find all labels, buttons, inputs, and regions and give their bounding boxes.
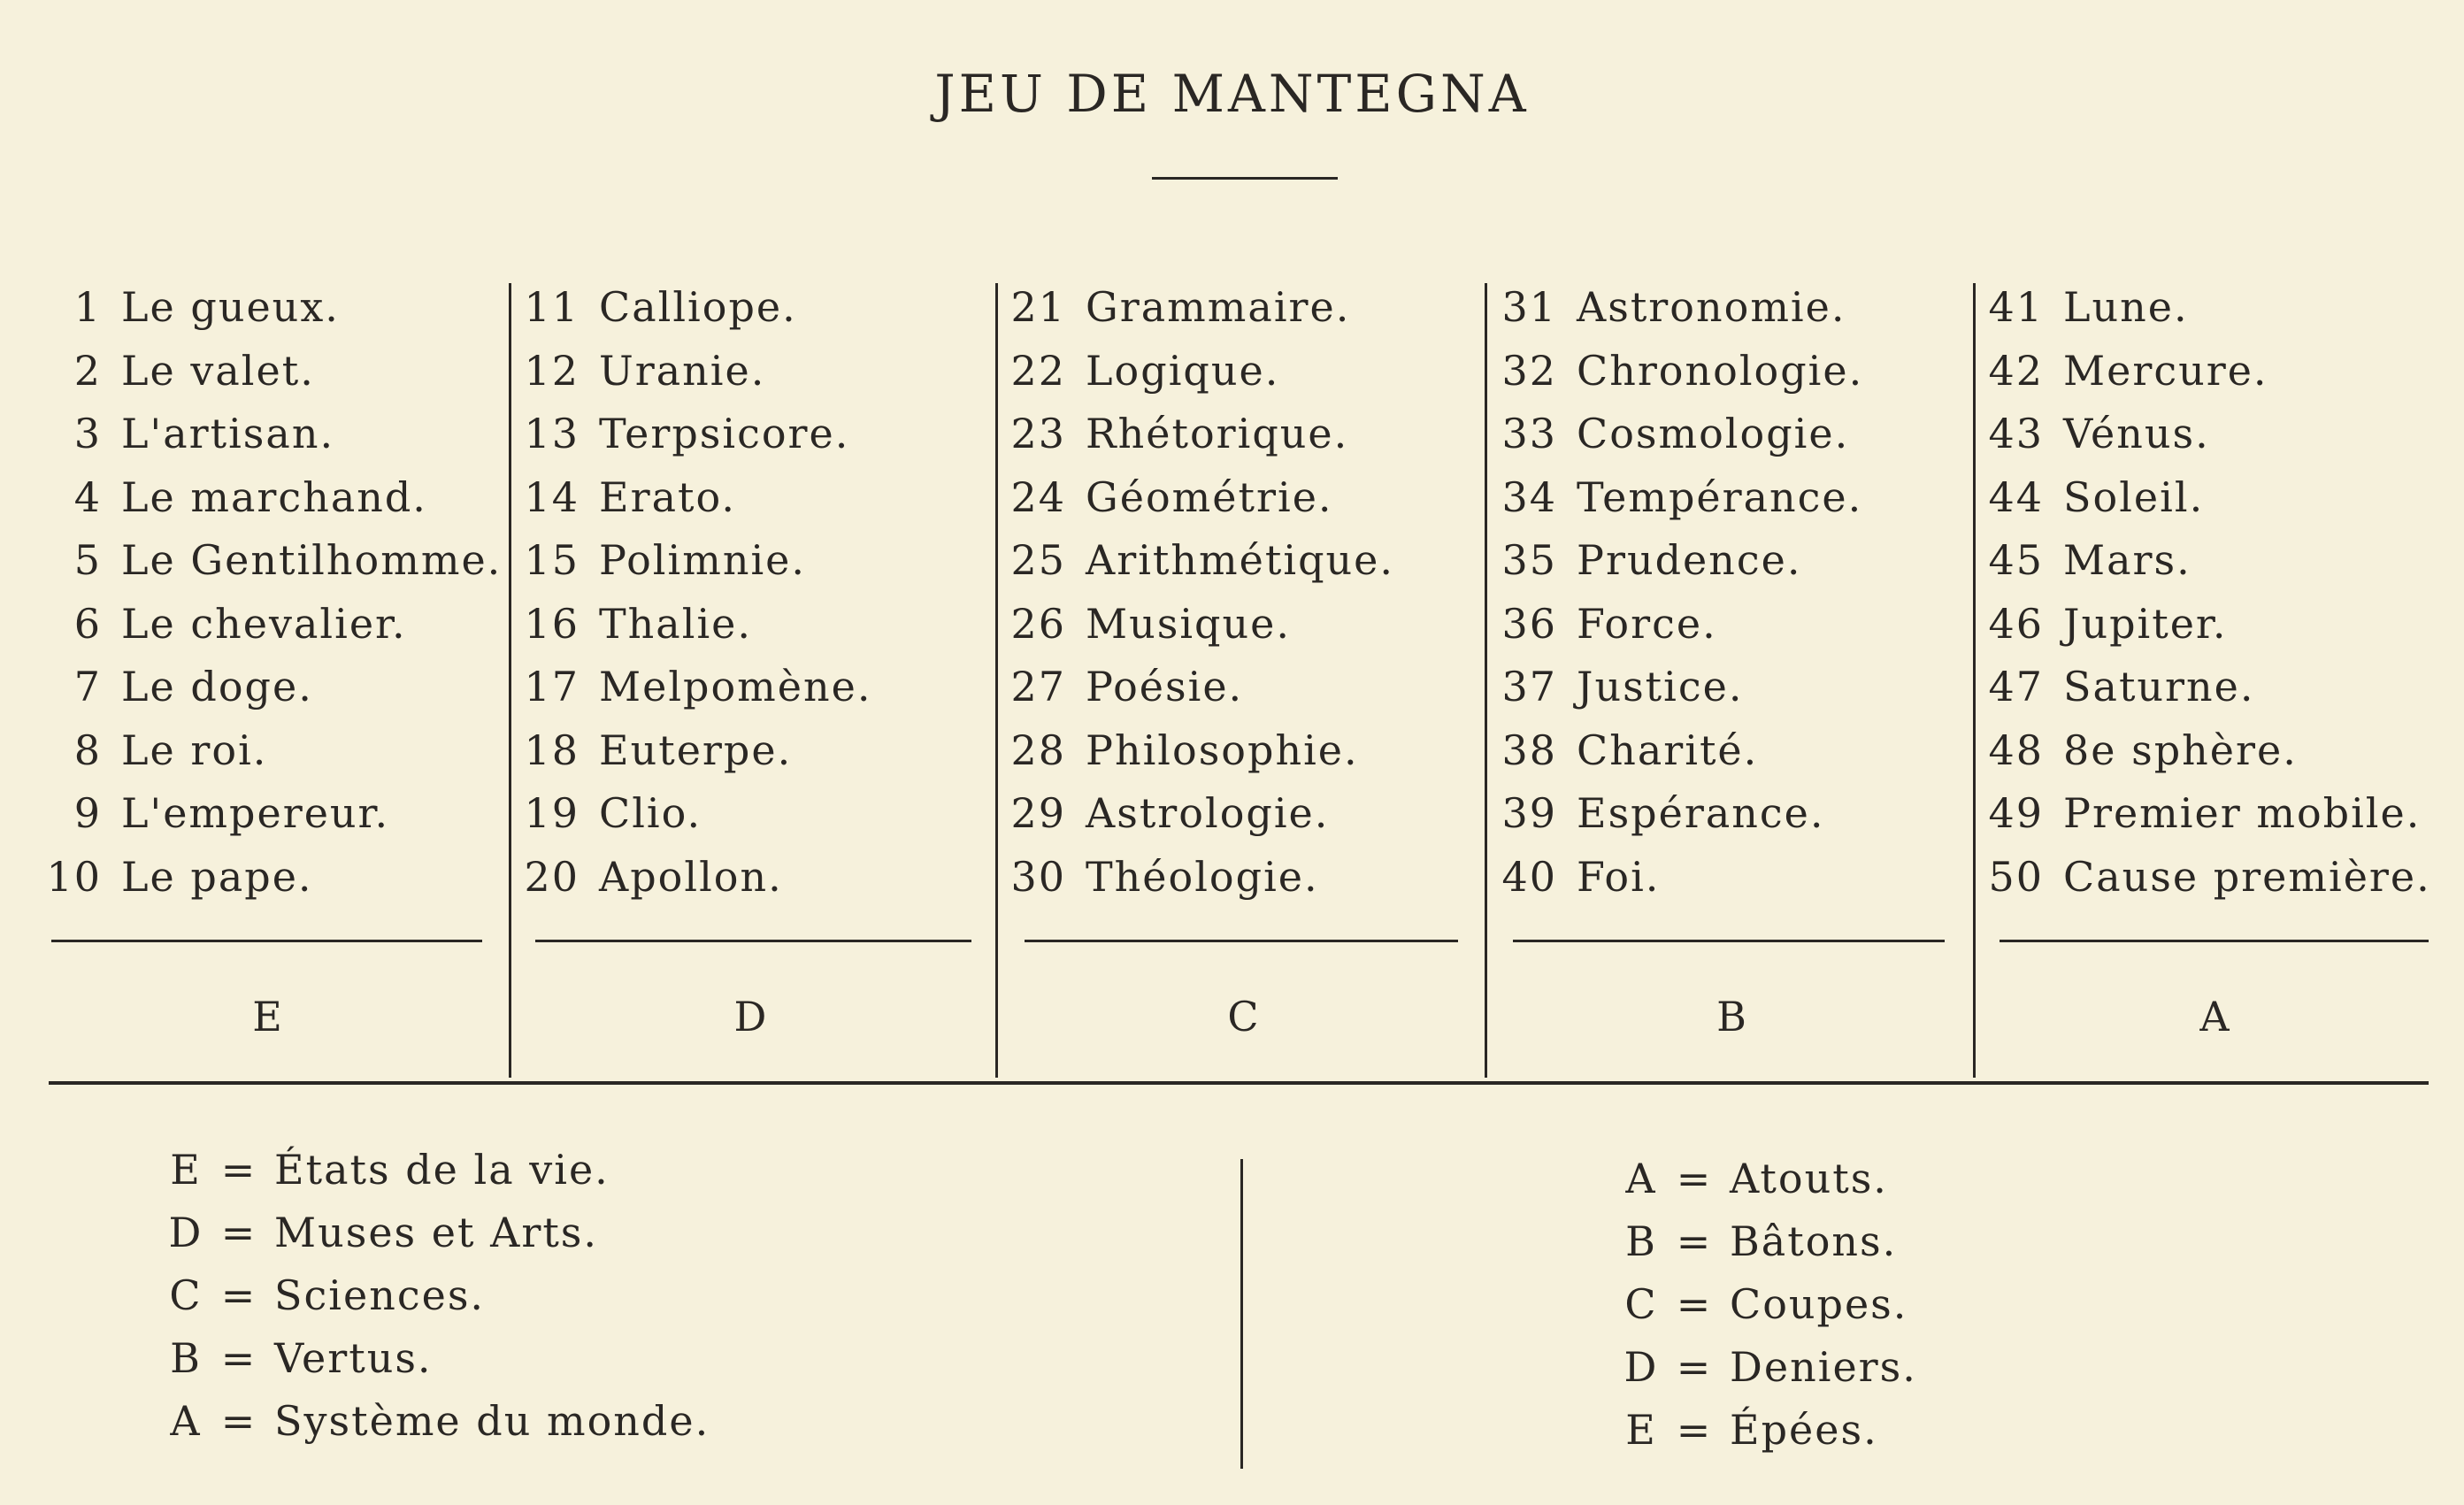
entry-label: Chronologie.	[1577, 346, 1864, 395]
list-item	[1977, 536, 2192, 598]
entry-label: Le roi.	[121, 726, 268, 774]
legend-value: Coupes.	[1730, 1280, 1908, 1328]
legend-equals: =	[1676, 1406, 1713, 1454]
entry-label: Erato.	[599, 472, 736, 521]
legend-key: C	[169, 1271, 203, 1319]
entry-number: 29	[1010, 789, 1066, 837]
legend-equals: =	[1676, 1155, 1713, 1202]
legend-key: D	[1623, 1343, 1659, 1391]
entry-number: 20	[524, 852, 580, 901]
entry-number: 30	[1010, 852, 1066, 901]
entry-label: Philosophie.	[1086, 726, 1359, 774]
list-item	[513, 410, 849, 472]
list-item	[35, 283, 340, 345]
list-item	[1977, 410, 2210, 472]
legend-divider	[1240, 1159, 1243, 1469]
legend-row	[1623, 1217, 1897, 1279]
legend-equals: =	[220, 1209, 257, 1256]
column-rule	[51, 940, 482, 942]
column-letter: E	[252, 993, 282, 1040]
list-item	[35, 410, 334, 472]
entry-number: 43	[1988, 410, 2044, 457]
column-rule	[535, 940, 971, 942]
list-item	[1977, 347, 2268, 409]
entry-label: Soleil.	[2063, 472, 2205, 521]
column-letter: A	[2199, 993, 2230, 1040]
legend-equals: =	[220, 1397, 257, 1445]
entry-number: 13	[524, 410, 580, 457]
legend-row	[1623, 1406, 1878, 1468]
legend-key: E	[170, 1146, 202, 1194]
list-item	[513, 347, 765, 409]
legend-equals: =	[1676, 1343, 1713, 1391]
list-item	[1977, 663, 2255, 725]
entry-label: Astronomie.	[1577, 283, 1846, 331]
column-letter: C	[1227, 993, 1259, 1040]
entry-label: Premier mobile.	[2063, 789, 2422, 837]
list-item	[513, 536, 806, 598]
legend-equals: =	[220, 1271, 257, 1319]
legend-row	[168, 1334, 433, 1396]
entry-number: 50	[1988, 852, 2044, 901]
column-letter: D	[733, 993, 767, 1040]
list-item	[513, 283, 797, 345]
entry-number: 21	[1010, 283, 1066, 331]
legend-row	[168, 1271, 485, 1333]
entry-number: 1	[73, 283, 102, 331]
entry-label: L'empereur.	[121, 789, 390, 837]
legend-value: Muses et Arts.	[274, 1209, 599, 1256]
entry-number: 19	[524, 789, 580, 837]
legend-row	[1623, 1155, 1888, 1217]
entry-label: Foi.	[1577, 852, 1661, 901]
entry-label: 8e sphère.	[2063, 726, 2298, 774]
entry-label: Saturne.	[2063, 663, 2255, 710]
entry-number: 42	[1988, 346, 2044, 395]
list-item	[1000, 789, 1329, 851]
entry-number: 34	[1501, 472, 1557, 521]
entry-number: 36	[1501, 599, 1557, 648]
card-columns	[0, 283, 2464, 1079]
entry-number: 48	[1988, 726, 2044, 774]
entry-label: Cosmologie.	[1577, 410, 1850, 457]
legend-key: A	[170, 1397, 202, 1445]
entry-number: 26	[1010, 599, 1066, 648]
entry-label: Le valet.	[121, 346, 315, 395]
list-item	[1977, 853, 2431, 915]
entry-label: Le gueux.	[121, 283, 340, 331]
legend-value: Atouts.	[1730, 1155, 1888, 1202]
entry-number: 6	[73, 599, 102, 648]
list-item	[1000, 473, 1333, 535]
entry-label: Le doge.	[121, 663, 313, 710]
list-item	[1491, 600, 1717, 662]
column-divider	[995, 283, 998, 1078]
entry-number: 33	[1501, 410, 1557, 457]
entry-number: 2	[73, 346, 102, 395]
list-item	[1000, 347, 1279, 409]
entry-label: Apollon.	[599, 852, 783, 901]
entry-number: 3	[73, 410, 102, 457]
legend-left	[168, 1146, 1186, 1482]
list-item	[1491, 283, 1846, 345]
list-item	[1977, 283, 2189, 345]
entry-number: 7	[73, 663, 102, 710]
list-item	[35, 663, 313, 725]
legend-key: C	[1624, 1280, 1658, 1328]
entry-label: Théologie.	[1086, 852, 1319, 901]
list-item	[513, 600, 752, 662]
entry-label: Le Gentilhomme.	[121, 536, 503, 584]
legend-value: Épées.	[1730, 1406, 1878, 1454]
entry-number: 15	[524, 536, 580, 584]
list-item	[513, 663, 872, 725]
entry-label: Le marchand.	[121, 472, 427, 521]
legend-value: Sciences.	[274, 1271, 486, 1319]
list-item	[1491, 789, 1825, 851]
entry-label: Jupiter.	[2063, 599, 2228, 648]
entry-number: 46	[1988, 599, 2044, 648]
entry-number: 45	[1988, 536, 2044, 584]
list-item	[1000, 663, 1243, 725]
list-item	[35, 789, 389, 851]
list-item	[513, 726, 792, 788]
column-rule	[1513, 940, 1945, 942]
list-item	[1491, 853, 1660, 915]
column-divider	[1485, 283, 1487, 1078]
entry-number: 39	[1501, 789, 1557, 837]
list-item	[35, 853, 313, 915]
list-item	[1000, 410, 1348, 472]
legend-key: E	[1625, 1406, 1657, 1454]
entry-label: Astrologie.	[1086, 789, 1330, 837]
legend-row	[168, 1397, 710, 1459]
entry-label: Rhétorique.	[1086, 410, 1349, 457]
legend-value: Deniers.	[1730, 1343, 1917, 1391]
entry-number: 22	[1010, 346, 1066, 395]
entry-label: Force.	[1577, 599, 1717, 648]
entry-label: Uranie.	[599, 346, 766, 395]
legend-row	[168, 1209, 598, 1271]
entry-number: 16	[524, 599, 580, 648]
entry-label: Charité.	[1577, 726, 1759, 774]
entry-number: 27	[1010, 663, 1066, 710]
entry-number: 11	[524, 283, 580, 331]
list-item	[1977, 726, 2298, 788]
list-item	[1977, 789, 2421, 851]
entry-label: Euterpe.	[599, 726, 793, 774]
column-rule	[1025, 940, 1458, 942]
legend-value: Vertus.	[274, 1334, 433, 1382]
list-item	[35, 473, 427, 535]
entry-label: Justice.	[1577, 663, 1744, 710]
column-divider	[1973, 283, 1976, 1078]
entry-label: Le pape.	[121, 852, 313, 901]
entry-number: 5	[73, 536, 102, 584]
entry-label: Terpsicore.	[599, 410, 850, 457]
list-item	[1000, 726, 1359, 788]
entry-number: 18	[524, 726, 580, 774]
entry-number: 49	[1988, 789, 2044, 837]
list-item	[35, 536, 502, 598]
list-item	[1491, 536, 1801, 598]
legend-value: Système du monde.	[274, 1397, 710, 1445]
entry-label: Tempérance.	[1577, 472, 1863, 521]
column-rule	[2000, 940, 2429, 942]
entry-label: Le chevalier.	[121, 599, 407, 648]
entry-label: Polimnie.	[599, 536, 807, 584]
entry-number: 12	[524, 346, 580, 395]
legend-row	[1623, 1280, 1907, 1342]
entry-number: 28	[1010, 726, 1066, 774]
entry-number: 25	[1010, 536, 1066, 584]
list-item	[1491, 663, 1743, 725]
legend-equals: =	[1676, 1217, 1713, 1265]
list-item	[513, 853, 783, 915]
list-item	[1000, 536, 1394, 598]
legend-row	[1623, 1343, 1917, 1405]
entry-number: 38	[1501, 726, 1557, 774]
entry-number: 9	[73, 789, 102, 837]
entry-number: 40	[1501, 852, 1557, 901]
entry-number: 37	[1501, 663, 1557, 710]
legend-equals: =	[1676, 1280, 1713, 1328]
list-item	[513, 473, 736, 535]
table-bottom-rule	[49, 1081, 2429, 1085]
legend-value: Bâtons.	[1730, 1217, 1898, 1265]
entry-label: L'artisan.	[121, 410, 335, 457]
entry-number: 44	[1988, 472, 2044, 521]
legend-key: A	[1625, 1155, 1657, 1202]
list-item	[513, 789, 702, 851]
entry-number: 14	[524, 472, 580, 521]
entry-label: Mars.	[2063, 536, 2192, 584]
list-item	[35, 600, 407, 662]
list-item	[1491, 726, 1758, 788]
entry-number: 23	[1010, 410, 1066, 457]
list-item	[1000, 600, 1291, 662]
list-item	[1977, 473, 2204, 535]
entry-number: 31	[1501, 283, 1557, 331]
entry-label: Espérance.	[1577, 789, 1825, 837]
legend-value: États de la vie.	[274, 1146, 610, 1194]
column-letter: B	[1716, 993, 1746, 1040]
entry-label: Lune.	[2063, 283, 2189, 331]
legend-equals: =	[220, 1146, 257, 1194]
entry-label: Calliope.	[599, 283, 797, 331]
entry-label: Clio.	[599, 789, 702, 837]
entry-number: 17	[524, 663, 580, 710]
entry-number: 41	[1988, 283, 2044, 331]
entry-label: Logique.	[1086, 346, 1280, 395]
legend-right	[1623, 1155, 2331, 1491]
list-item	[1000, 283, 1350, 345]
entry-number: 32	[1501, 346, 1557, 395]
list-item	[1491, 347, 1863, 409]
entry-label: Cause première.	[2063, 852, 2431, 901]
list-item	[1491, 410, 1849, 472]
list-item	[1491, 473, 1862, 535]
list-item	[35, 726, 267, 788]
list-item	[1977, 600, 2228, 662]
legend-key: B	[170, 1334, 202, 1382]
entry-number: 4	[73, 472, 102, 521]
entry-label: Mercure.	[2063, 346, 2268, 395]
entry-number: 47	[1988, 663, 2044, 710]
entry-number: 10	[46, 852, 102, 901]
legend-key: D	[168, 1209, 203, 1256]
title-rule	[1152, 177, 1338, 180]
entry-label: Grammaire.	[1086, 283, 1351, 331]
page-title: JEU DE MANTEGNA	[934, 64, 1530, 124]
entry-number: 24	[1010, 472, 1066, 521]
entry-label: Melpomène.	[599, 663, 872, 710]
entry-number: 8	[73, 726, 102, 774]
list-item	[1000, 853, 1319, 915]
entry-label: Prudence.	[1577, 536, 1802, 584]
entry-label: Musique.	[1086, 599, 1291, 648]
list-item	[35, 347, 315, 409]
entry-label: Poésie.	[1086, 663, 1244, 710]
legend-key: B	[1625, 1217, 1657, 1265]
legend-row	[168, 1146, 610, 1208]
column-divider	[509, 283, 511, 1078]
entry-number: 35	[1501, 536, 1557, 584]
entry-label: Thalie.	[599, 599, 753, 648]
legend-equals: =	[220, 1334, 257, 1382]
entry-label: Arithmétique.	[1086, 536, 1394, 584]
entry-label: Vénus.	[2063, 410, 2210, 457]
entry-label: Géométrie.	[1086, 472, 1333, 521]
